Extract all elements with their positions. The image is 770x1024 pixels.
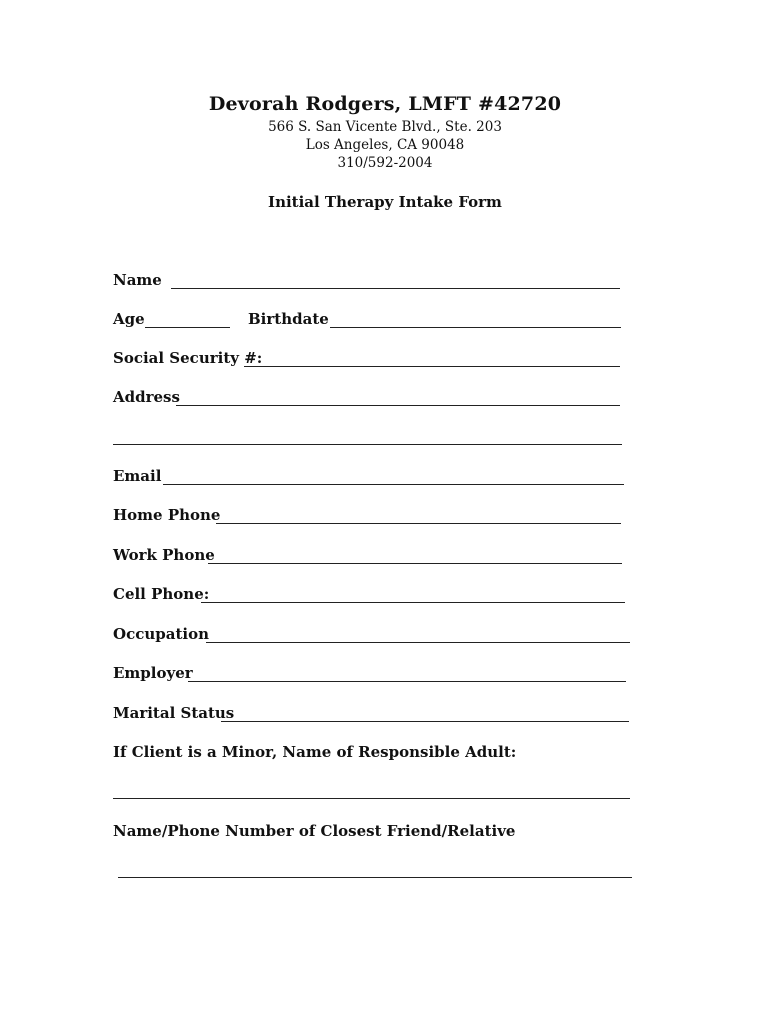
marital-status-field[interactable] (221, 721, 629, 722)
address-field-line-1[interactable] (176, 405, 620, 406)
therapist-name-title: Devorah Rodgers, LMFT #42720 (208, 93, 562, 115)
employer-label: Employer (113, 664, 193, 682)
address-line-2: Los Angeles, CA 90048 (305, 137, 465, 153)
age-label: Age (113, 310, 145, 328)
work-phone-label: Work Phone (113, 546, 215, 564)
employer-field[interactable] (188, 681, 626, 682)
marital-status-label: Marital Status (113, 704, 235, 722)
occupation-label: Occupation (113, 625, 209, 643)
address-field-line-2[interactable] (113, 444, 622, 445)
age-field[interactable] (145, 327, 230, 328)
home-phone-label: Home Phone (113, 506, 221, 524)
ssn-field[interactable] (244, 366, 620, 367)
cell-phone-field[interactable] (201, 602, 625, 603)
office-phone: 310/592-2004 (337, 155, 433, 171)
occupation-field[interactable] (206, 642, 630, 643)
email-field[interactable] (163, 484, 624, 485)
work-phone-field[interactable] (208, 563, 622, 564)
address-label: Address (113, 388, 180, 406)
birthdate-field[interactable] (330, 327, 621, 328)
name-label: Name (113, 271, 162, 289)
ssn-label: Social Security #: (113, 349, 263, 367)
email-label: Email (113, 467, 162, 485)
home-phone-field[interactable] (216, 523, 621, 524)
friend-relative-field[interactable] (118, 877, 632, 878)
address-line-1: 566 S. San Vicente Blvd., Ste. 203 (268, 119, 502, 135)
cell-phone-label: Cell Phone: (113, 585, 210, 603)
name-field[interactable] (171, 288, 620, 289)
friend-relative-label: Name/Phone Number of Closest Friend/Relative (113, 822, 516, 840)
form-title: Initial Therapy Intake Form (268, 193, 502, 211)
birthdate-label: Birthdate (248, 310, 329, 328)
minor-adult-field[interactable] (113, 798, 630, 799)
minor-adult-label: If Client is a Minor, Name of Responsible Adult: (113, 743, 517, 761)
